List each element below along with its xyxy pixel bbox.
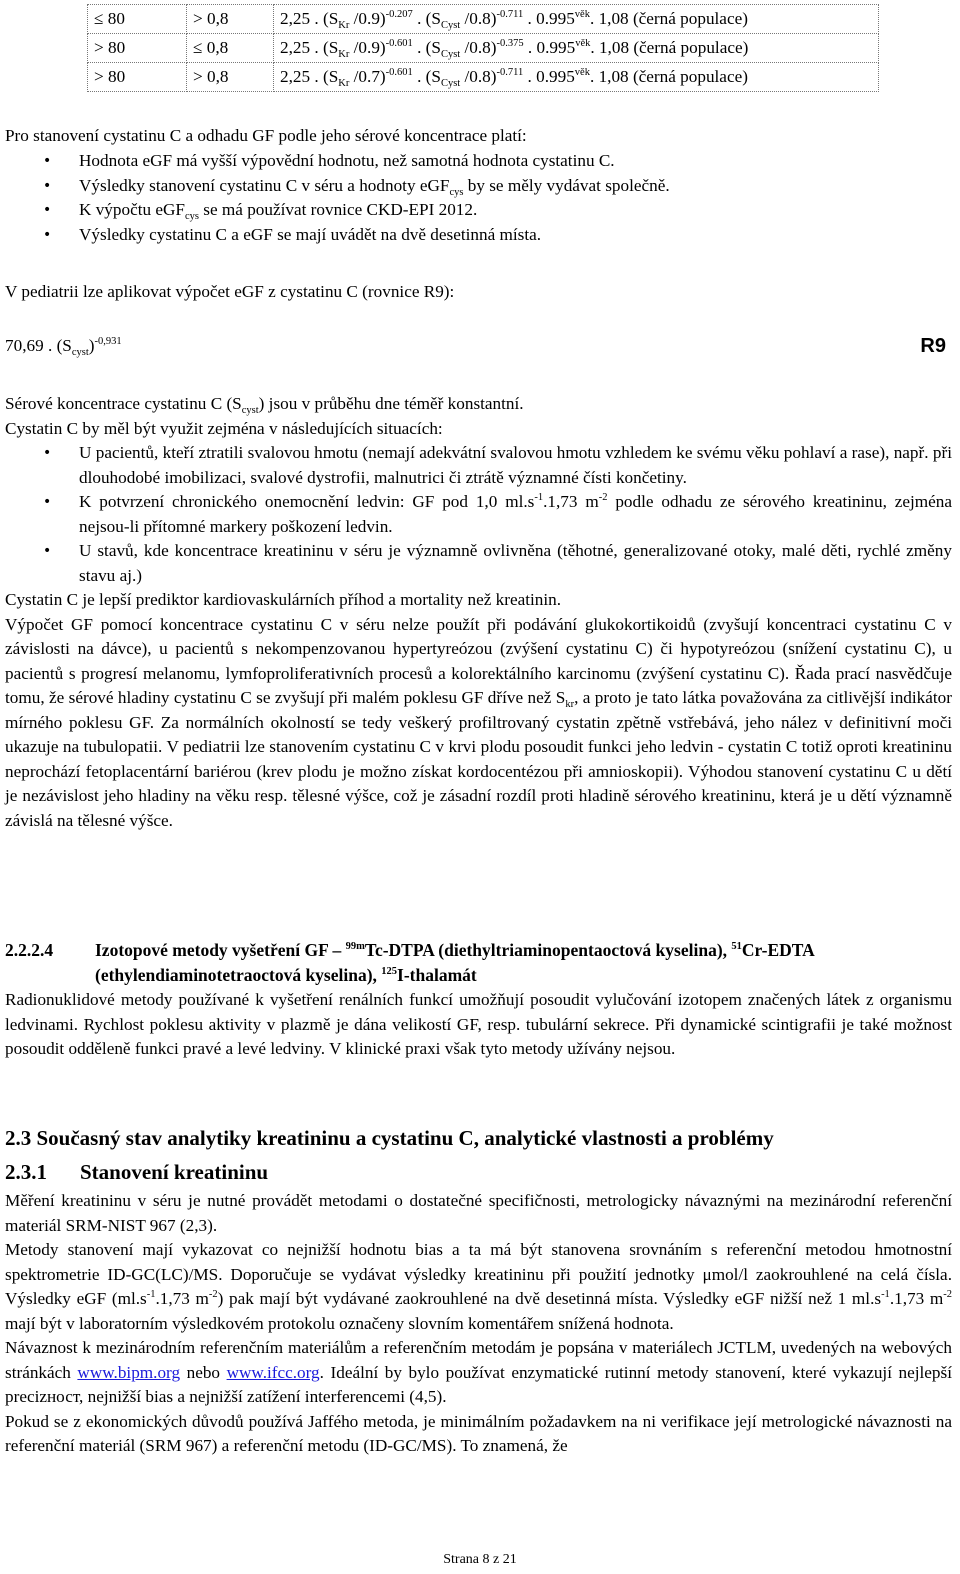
table-cell-ratio: > 0,8 [187, 5, 274, 34]
use-intro: Cystatin C by měl být využit zejména v následujících situacích: [5, 418, 443, 438]
equation-r9: 70,69 . $(S_{cyst})^{-0,931}$ [5, 336, 122, 358]
table-cell-formula: 2,25 . ($S_{Kr}$ /0.9)$^{-0.601}$ . ($S_{Cyst}$ /0.8)$^{-0.375}$ . $0.995^{věk}$. 1,08 (černá populace) [274, 34, 879, 63]
list-item: • K výpočtu eGF$_{cys}$ se má používat rovnice CKD-EPI 2012. [5, 198, 952, 223]
page-footer: Strana 8 z 21 [443, 1552, 517, 1567]
bullet-list-cystatin [5, 149, 952, 247]
table-cell-age: > 80 [88, 63, 187, 92]
radionuclide-paragraph: Radionuklidové metody používané k vyšetření renálních funkcí umožňují posoudit vylučování izotopem značených látek z organismu ledvinami. Rychlost poklesu aktivity v plazmě je dána velikostí GF, resp. tubulární sekrece. Při dynamické scintigrafii je také možnost posoudit odděleně funkci pravé a levé ledviny. V klinické praxi však tyto metody užívány nejsou. [5, 990, 952, 1058]
table-cell-age: > 80 [88, 34, 187, 63]
table-cell-age: ≤ 80 [88, 5, 187, 34]
list-item: • Výsledky cystatinu C a eGF se mají uvádět na dvě desetinná místa. [5, 223, 952, 248]
p231-1: Měření kreatininu v séru je nutné provádět metodami o dostatečné specifičnosti, metrologicky návaznými na mezinárodní referenční materiál SRM-NIST 967 (2,3). [5, 1191, 952, 1235]
section-heading-231: 2.3.1 Stanovení kreatininu [5, 1160, 269, 1184]
section-heading-2224: 2.2.2.4 Izotopové metody vyšetření GF – $^{99m}$Tc-DTPA (diethyltriaminopentaoctová kyselina), $^{51}$Cr-EDTA (ethylendiaminotetraoctová kyselina), $^{125}$I-thalamát [5, 940, 814, 985]
table-row [88, 5, 879, 34]
list-item: • Výsledky stanovení cystatinu C v séru a hodnoty eGF$_{cys}$ by se měly vydávat společně. [5, 174, 952, 199]
p231-3: Návaznost k mezinárodním referenčním materiálům a referenčním metodám je popsána v materiálech JCTLM, uvedených na webových stránkách www.bipm.org nebo www.ifcc.org. Ideální by bylo používat enzymatické rutinní metody stanovení, které vykazují nejlepší precizност, nejnižší bias a nejnižší zatížení interferencemi (4,5). [5, 1338, 952, 1406]
p231-2: Metody stanovení mají vykazovat co nejnižší hodnotu bias a ta má být stanovena srovnáním s referenční metodou hmotnostní spektrometrie ID-GC(LC)/MS. Doporučuje se vydávat výsledky kreatininu při použití jednotky μmol/l zaokrouhlené na celá čísla. Výsledky eGF ($ml.s^{-1}.1,73$ $m^{-2}$) pak mají být vydávané zaokrouhlené na dvě desetinná místa. Výsledky eGF nižší než 1 $ml.s^{-1}.1,73$ $m^{-2}$ mají být v laboratorním výsledkovém protokolu označeny slovním komentářem snížená hodnota. [5, 1240, 952, 1333]
equation-label: R9 [920, 335, 946, 357]
list-item: • Hodnota eGF má vyšší výpovědní hodnotu, než samotná hodnota cystatinu C. [5, 149, 952, 174]
body-block [5, 392, 952, 833]
pediatric-text: V pediatrii lze aplikovat výpočet eGF z cystatinu C (rovnice R9): [5, 282, 455, 301]
p231-4: Pokud se z ekonomických důvodů používá Jaffého metoda, je minimálním požadavkem na ni verifikace její metrologické návaznosti na referenční materiál (SRM 967) a referenční metodu (ID-GC/MS). To znamená, že [5, 1411, 952, 1455]
table-row [88, 34, 879, 63]
list-item: • U pacientů, kteří ztratili svalovou hmotu (nemají adekvátní svalovou hmotu vzhledem ke svému věku pohlaví a rase), např. při dlouhodobé imobilizaci, svalové dystrofii, malnutrici či ztrátě významné čísti končetiny. [5, 441, 952, 490]
egf-formula-table [87, 4, 879, 92]
bullet-list-use [5, 441, 952, 588]
list-item: • U stavů, kde koncentrace kreatininu v séru je významně ovlivněna (těhotné, generalizované otoky, malé děti, rychlé změny stavu aj.) [5, 539, 952, 588]
list-item: • K potvrzení chronického onemocnění ledvin: GF pod 1,0 $ml.s^{-1}.1,73$ $m^{-2}$ podle odhadu ze sérového kreatininu, zejména nejsou-li přítomné markery poškození ledvin. [5, 490, 952, 539]
table-cell-ratio: ≤ 0,8 [187, 34, 274, 63]
serum-text: Sérové koncentrace cystatinu C $(S_{cyst})$ jsou v průběhu dne téměř konstantní. [5, 394, 524, 416]
link-ifcc[interactable]: www.ifcc.org [226, 1362, 320, 1382]
section-heading-23: 2.3 Současný stav analytiky kreatininu a cystatinu C, analytické vlastnosti a problémy [5, 1126, 774, 1150]
link-bipm[interactable]: www.bipm.org [77, 1362, 181, 1382]
table-row [88, 63, 879, 92]
predictor-text: Cystatin C je lepší prediktor kardiovaskulárních příhod a mortality než kreatinin. [5, 590, 562, 609]
long-paragraph: Výpočet GF pomocí koncentrace cystatinu C v séru nelze použít při podávání glukokortikoidů (zvyšují koncentraci cystatinu C v závislosti na dávce), u pacientů s nekompenzovanou hypertyreózou (zvýšení cystatinu C) či hypotyreózou (snížení cystatinu C), u pacientů s progresí melanomu, lymfoproliferativních procesů a kolorektálního karcinomu (zvýšení cystatinu C). Řada prací nasvědčuje tomu, že sérové hladiny cystatinu C se zvyšují při malém poklesu GF dříve než $S_{kr}$, a proto je tato látka považována za citlivější indikátor mírného poklesu GF. Za normálních okolností se tedy veškerý profiltrovaný cystatin zpětně vstřebává, jeho nález v definitivní moči ukazuje na tubulopatii. V pediatrii lze stanovením cystatinu C v krvi plodu posoudit funkci jeho ledvin - cystatin C totiž oproti kreatininu neprochází fetoplacentární bariérou (krev plodu je možno získat kordocentézou při amnioskopii). Výhodou stanovení cystatinu C u dětí je nezávislost jeho hladiny na věku resp. tělesné výšce, což je zásadní rozdíl proti hladině sérového kreatininu, která je u dětí významně závislá na tělesné výšce. [5, 614, 952, 830]
table-cell-ratio: > 0,8 [187, 63, 274, 92]
section-231-body [5, 1189, 952, 1459]
intro-text: Pro stanovení cystatinu C a odhadu GF podle jeho sérové koncentrace platí: [5, 126, 527, 145]
table-cell-formula: 2,25 . ($S_{Kr}$ /0.7)$^{-0.601}$ . ($S_{Cyst}$ /0.8)$^{-0.711}$ . $0.995^{věk}$. 1,08 (černá populace) [274, 63, 879, 92]
table-cell-formula: 2,25 . ($S_{Kr}$ /0.9)$^{-0.207}$ . ($S_{Cyst}$ /0.8)$^{-0.711}$ . $0.995^{věk}$. 1,08 (černá populace) [274, 5, 879, 34]
